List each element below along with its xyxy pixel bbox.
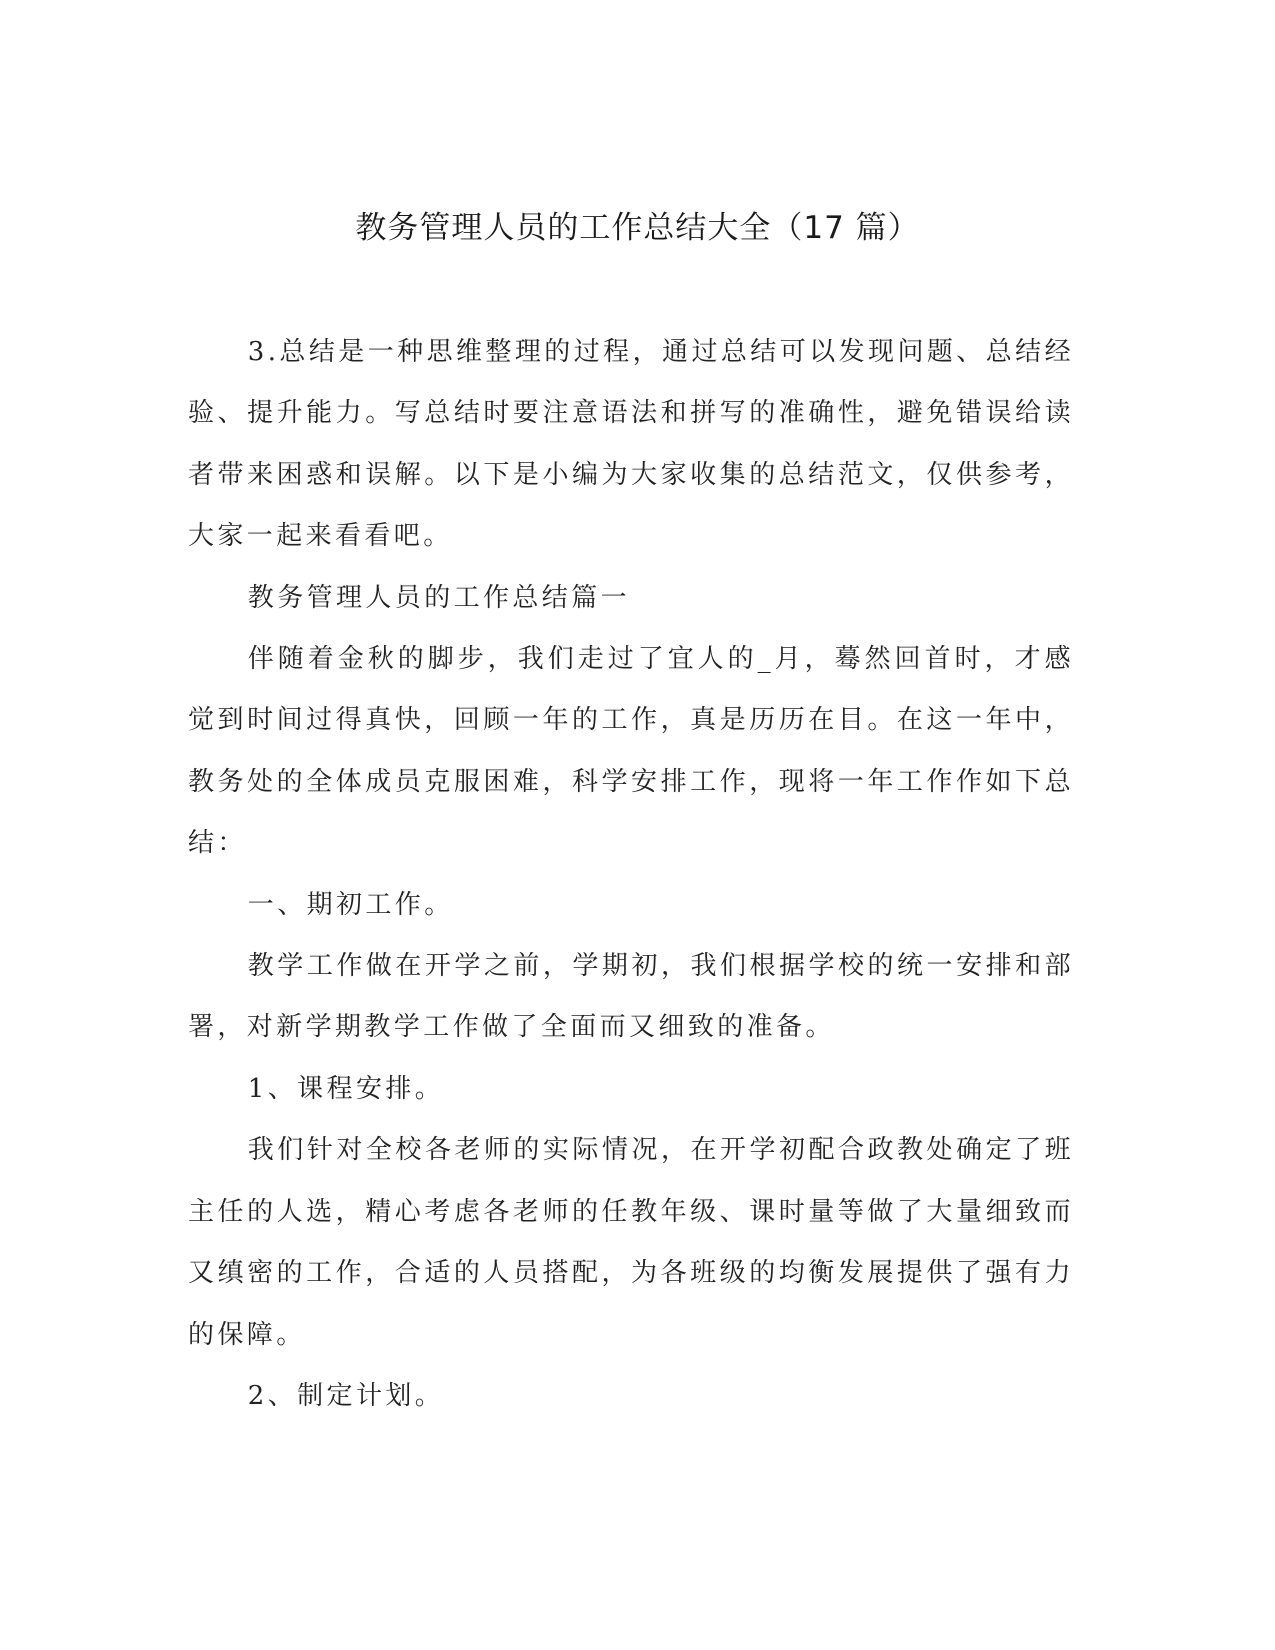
- paragraph-intro: 3.总结是一种思维整理的过程，通过总结可以发现问题、总结经验、提升能力。写总结时要注意语法和拼写的准确性，避免错误给读者带来困惑和误解。以下是小编为大家收集的总结范文，仅供参考，大家一起来看看吧。: [188, 337, 1074, 552]
- subheading-period-start: 一、期初工作。: [247, 889, 454, 920]
- document-body: [188, 322, 1074, 1427]
- document-title: 教务管理人员的工作总结大全（17 篇）: [355, 210, 920, 246]
- subheading-make-plan: 2、制定计划。: [247, 1380, 445, 1411]
- section-heading: 教务管理人员的工作总结篇一: [247, 582, 630, 613]
- paragraph-course-arrangement: 我们针对全校各老师的实际情况，在开学初配合政教处确定了班主任的人选，精心考虑各老师的任教年级、课时量等做了大量细致而又缜密的工作，合适的人员搭配，为各班级的均衡发展提供了强有力的保障。: [188, 1135, 1074, 1350]
- paragraph-opening: 伴随着金秋的脚步，我们走过了宜人的_月，蓦然回首时，才感觉到时间过得真快，回顾一年的工作，真是历历在目。在这一年中，教务处的全体成员克服困难，科学安排工作，现将一年工作作如下总结：: [188, 644, 1074, 859]
- subheading-course-arrangement: 1、课程安排。: [247, 1073, 445, 1104]
- paragraph-preparation: 教学工作做在开学之前，学期初，我们根据学校的统一安排和部署，对新学期教学工作做了全面而又细致的准备。: [188, 951, 1074, 1043]
